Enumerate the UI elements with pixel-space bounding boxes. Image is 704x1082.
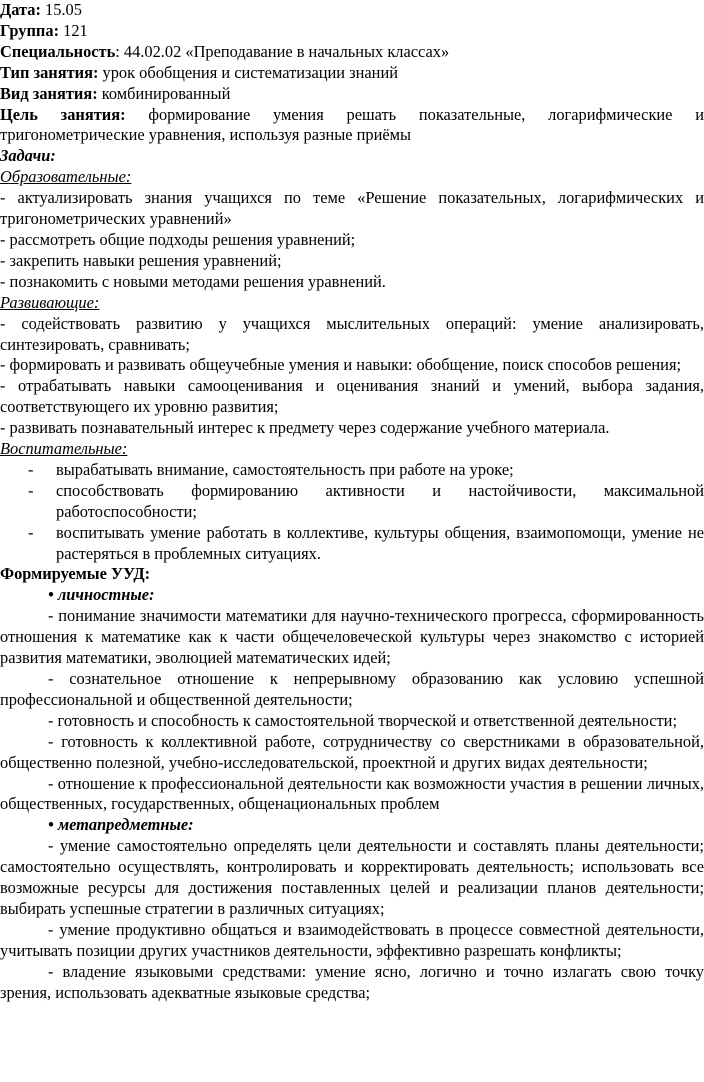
meta-item: - умение продуктивно общаться и взаимодействовать в процессе совместной деятельности, учитывать позиции других участников деятельности, эффективно разрешать конфликты;	[0, 919, 704, 960]
lesson-kind-label: Вид занятия:	[0, 83, 98, 103]
educational-item: - актуализировать знания учащихся по теме «Решение показательных, логарифмических и тригонометрических уравнений»	[0, 188, 704, 229]
date-value: 15.05	[40, 0, 82, 19]
personal-item: - понимание значимости математики для научно-технического прогресса, сформированность отношения к математике как к части общечеловеческой культуры через знакомство с историей развития математики, эволюцией математических идей;	[0, 606, 704, 668]
meta-item: - умение самостоятельно определять цели деятельности и составлять планы деятельности; самостоятельно осуществлять, контролировать и корректировать деятельность; использовать все возможные ресурсы для достижения поставленных целей и реализации планов деятельности; выбирать успешные стратегии в различных ситуациях;	[0, 836, 704, 918]
developing-item: - формировать и развивать общеучебные умения и навыки: обобщение, поиск способов решения;	[0, 355, 682, 375]
upbringing-list	[0, 460, 704, 565]
personal-title: • личностные:	[48, 585, 155, 605]
meta-item: - владение языковыми средствами: умение ясно, логично и точно излагать свою точку зрения, использовать адекватные языковые средства;	[0, 961, 704, 1002]
educational-item: - закрепить навыки решения уравнений;	[0, 250, 282, 270]
lesson-goal-value: формирование умения решать показательные, логарифмические и тригонометрические уравнения, используя разные приёмы	[0, 104, 704, 145]
developing-item: - отрабатывать навыки самооценивания и оценивания знаний и умений, выбора задания, соответствующего их уровню развития;	[0, 376, 704, 417]
developing-item: - развивать познавательный интерес к предмету через содержание учебного материала.	[0, 418, 610, 438]
personal-item: - готовность к коллективной работе, сотрудничеству со сверстниками в образовательной, общественно полезной, учебно-исследовательской, проектной и других видах деятельности;	[0, 731, 704, 772]
list-dash: -	[28, 522, 34, 542]
personal-item: - отношение к профессиональной деятельности как возможности участия в решении личных, общественных, государственных, общенациональных проблем	[0, 773, 704, 814]
lesson-goal-line	[0, 105, 704, 147]
upbringing-item-text: способствовать формированию активности и настойчивости, максимальной работоспособности;	[56, 480, 704, 521]
lesson-type-value: урок обобщения и систематизации знаний	[98, 62, 398, 82]
lesson-goal-label: Цель занятия:	[0, 104, 126, 124]
uud-title: Формируемые УУД:	[0, 564, 151, 584]
list-dash: -	[28, 459, 34, 479]
upbringing-item	[0, 460, 704, 481]
group-value: 121	[59, 20, 88, 40]
upbringing-item-text: вырабатывать внимание, самостоятельность при работе на уроке;	[56, 459, 514, 479]
meta-title: • метапредметные:	[48, 815, 194, 835]
date-line	[0, 0, 704, 21]
personal-item: - сознательное отношение к непрерывному образованию как условию успешной профессиональной и общественной деятельности;	[0, 669, 704, 709]
upbringing-item	[0, 481, 704, 523]
group-line	[0, 21, 704, 42]
date-label: Дата:	[0, 0, 41, 19]
lesson-kind-line	[0, 84, 704, 105]
lesson-type-label: Тип занятия:	[0, 62, 99, 82]
lesson-kind-value: комбинированный	[97, 83, 231, 103]
lesson-type-line	[0, 63, 704, 84]
specialty-line	[0, 42, 704, 63]
educational-item: - познакомить с новыми методами решения уравнений.	[0, 271, 386, 291]
educational-item: - рассмотреть общие подходы решения уравнений;	[0, 229, 356, 249]
upbringing-item	[0, 523, 704, 565]
list-dash: -	[28, 480, 34, 500]
developing-title: Развивающие:	[0, 292, 100, 312]
specialty-label: Специальность	[0, 41, 116, 61]
specialty-value: : 44.02.02 «Преподавание в начальных классах»	[115, 41, 450, 61]
upbringing-title: Воспитательные:	[0, 439, 128, 459]
group-label: Группа:	[0, 20, 60, 40]
educational-title: Образовательные:	[0, 167, 132, 187]
tasks-title: Задачи:	[0, 146, 56, 166]
upbringing-item-text: воспитывать умение работать в коллективе, культуры общения, взаимопомощи, умение не растеряться в проблемных ситуациях.	[56, 522, 704, 563]
personal-item: - готовность и способность к самостоятельной творческой и ответственной деятельности;	[48, 710, 677, 730]
developing-item: - содействовать развитию у учащихся мыслительных операций: умение анализировать, синтезировать, сравнивать;	[0, 313, 704, 354]
